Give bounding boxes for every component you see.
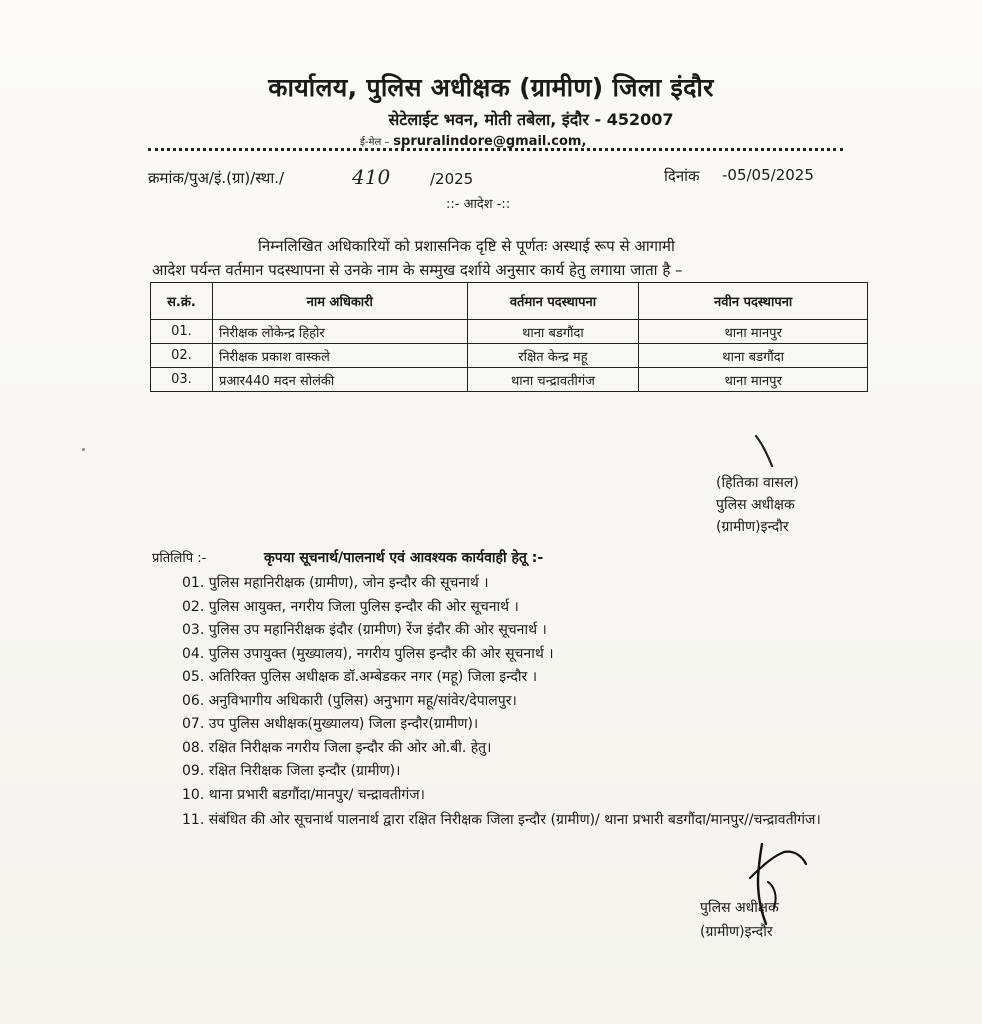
col-header-name: नाम अधिकारी bbox=[212, 283, 467, 320]
col-header-current-posting: वर्तमान पदस्थापना bbox=[467, 283, 639, 320]
cell-new-posting: थाना बडगौंदा bbox=[639, 344, 868, 368]
cell-name: प्रआर440 मदन सोलंकी bbox=[212, 368, 467, 392]
reference-prefix: क्रमांक/पुअ/इं.(ग्रा)/स्था./ bbox=[148, 169, 285, 187]
email-label: ई-मेल – bbox=[360, 137, 390, 148]
date-label: दिनांक bbox=[664, 167, 700, 185]
list-item: 03. पुलिस उप महानिरीक्षक इंदौर (ग्रामीण) रेंज इंदौर की ओर सूचनार्थ । bbox=[182, 622, 547, 638]
list-item: 01. पुलिस महानिरीक्षक (ग्रामीण), जोन इन्दौर की सूचनार्थ । bbox=[182, 575, 489, 591]
table-row bbox=[151, 320, 868, 344]
table-header-row bbox=[151, 283, 868, 320]
date-value: -05/05/2025 bbox=[722, 166, 814, 184]
signature-block-2 bbox=[700, 896, 779, 944]
signatory-office-2: (ग्रामीण)इन्दौर bbox=[700, 924, 773, 940]
cell-current-posting: थाना बडगौंदा bbox=[467, 320, 639, 344]
table-row bbox=[151, 368, 868, 392]
list-item: 07. उप पुलिस अधीक्षक(मुख्यालय) जिला इन्दौर(ग्रामीण)। bbox=[182, 716, 479, 732]
cell-current-posting: थाना चन्द्रावतीगंज bbox=[467, 368, 639, 392]
signatory-designation-2: पुलिस अधीक्षक bbox=[700, 900, 779, 916]
list-item: 11. संबंधित की ओर सूचनार्थ पालनार्थ द्वारा रक्षित निरीक्षक जिला इन्दौर (ग्रामीण)/ थाना प्रभारी बडगौंदा/मानपुर//चन्द्रावतीगंज। bbox=[182, 812, 821, 828]
table-row bbox=[151, 344, 868, 368]
cell-current-posting: रक्षित केन्द्र महू bbox=[467, 344, 639, 368]
dotted-divider bbox=[148, 148, 843, 151]
list-item: 08. रक्षित निरीक्षक नगरीय जिला इन्दौर की ओर ओ.बी. हेतु। bbox=[182, 739, 492, 756]
office-address: सेटेलाईट भवन, मोती तबेला, इंदौर - 452007 bbox=[388, 110, 674, 129]
cell-name: निरीक्षक प्रकाश वास्कले bbox=[212, 344, 467, 368]
copy-heading: कृपया सूचनार्थ/पालनार्थ एवं आवश्यक कार्यवाही हेतू :- bbox=[264, 550, 544, 566]
email-line bbox=[360, 134, 586, 149]
list-item: 10. थाना प्रभारी बडगौंदा/मानपुर/ चन्द्रावतीगंज। bbox=[182, 786, 425, 803]
list-item: 09. रक्षित निरीक्षक जिला इन्दौर (ग्रामीण)। bbox=[182, 763, 401, 779]
col-header-new-posting: नवीन पदस्थापना bbox=[639, 283, 868, 320]
body-line-1: निम्नलिखित अधिकारियों को प्रशासनिक दृष्टि से पूर्णतः अस्थाई रूप से आगामी bbox=[258, 237, 675, 255]
signatory-designation: पुलिस अधीक्षक bbox=[716, 497, 795, 513]
list-item: 02. पुलिस आयुक्त, नगरीय जिला पुलिस इन्दौर की ओर सूचनार्थ । bbox=[182, 598, 519, 615]
signatory-office: (ग्रामीण)इन्दौर bbox=[716, 519, 789, 535]
list-item: 06. अनुविभागीय अधिकारी (पुलिस) अनुभाग महू/सांवेर/देपालपुर। bbox=[182, 692, 517, 709]
reference-year: /2025 bbox=[430, 170, 474, 188]
email-address: spruralindore@gmail.com, bbox=[393, 134, 587, 149]
reference-number: 410 bbox=[352, 165, 391, 189]
cell-new-posting: थाना मानपुर bbox=[639, 368, 868, 392]
cell-name: निरीक्षक लोकेन्द्र हिहोर bbox=[212, 320, 467, 344]
signature-block-1 bbox=[716, 472, 799, 538]
list-item: 05. अतिरिक्त पुलिस अधीक्षक डॉ.अम्बेडकर नगर (महू) जिला इन्दौर । bbox=[182, 669, 538, 685]
cell-serial: 03. bbox=[151, 368, 213, 392]
transfer-table bbox=[150, 282, 868, 392]
signature-tick-mark bbox=[752, 432, 782, 472]
cell-new-posting: थाना मानपुर bbox=[639, 320, 868, 344]
office-title: कार्यालय, पुलिस अधीक्षक (ग्रामीण) जिला इंदौर bbox=[268, 73, 714, 102]
body-line-2: आदेश पर्यन्त वर्तमान पदस्थापना से उनके नाम के सम्मुख दर्शाये अनुसार कार्य हेतु लगाया जाता है – bbox=[152, 261, 683, 279]
cell-serial: 02. bbox=[151, 344, 213, 368]
cell-serial: 01. bbox=[151, 320, 213, 344]
list-item: 04. पुलिस उपायुक्त (मुख्यालय), नगरीय पुलिस इन्दौर की ओर सूचनार्थ । bbox=[182, 645, 554, 662]
copy-label: प्रतिलिपि :- bbox=[152, 551, 207, 566]
scan-speck bbox=[82, 448, 85, 451]
order-heading: ::- आदेश -:: bbox=[446, 197, 511, 212]
signatory-name: (हितिका वासल) bbox=[716, 475, 799, 491]
copy-recipients-list bbox=[182, 572, 842, 831]
col-header-serial: स.क्रं. bbox=[151, 283, 213, 320]
